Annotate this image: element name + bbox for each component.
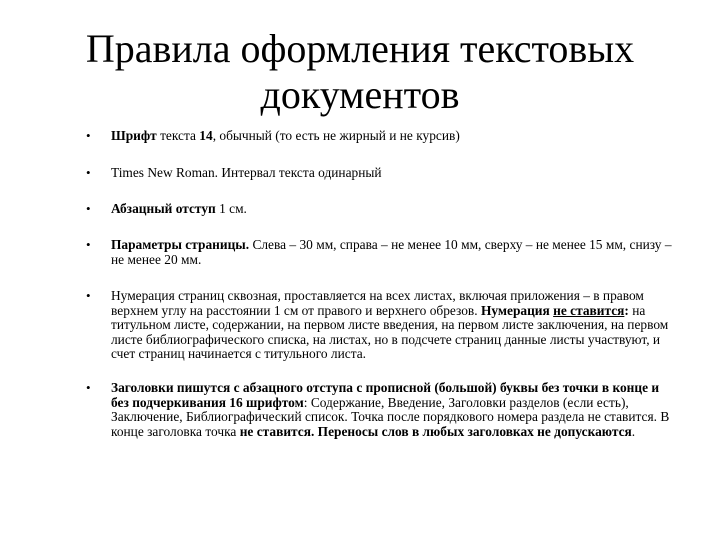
bullet-icon: • [86, 380, 91, 395]
title-line-2: документов [260, 72, 460, 117]
list-item-text [111, 289, 679, 362]
text-run: Слева – 30 мм, справа – не менее 10 мм, сверху – не менее 15 мм, снизу – не менее 20 мм. [111, 237, 672, 267]
bullet-icon: • [86, 165, 91, 180]
list-item-text [111, 202, 679, 217]
text-run: Заголовки пишутся с абзацного отступа с прописной (большой) буквы без точки в конце и без подчеркивания 16 шрифтом [111, 380, 660, 410]
text-run: , обычный (то есть не жирный и не курсив) [212, 128, 460, 143]
text-run: Абзацный отступ [111, 201, 216, 216]
text-run: : Содержание, Введение, Заголовки разделов (если есть), Заключение, Библиографический список. Точка после порядкового номера раздела не ставится. В конце заголовка точка [111, 394, 670, 439]
list-item-text [111, 381, 679, 439]
text-run: 1 см. [215, 201, 247, 216]
bullet-icon: • [86, 237, 91, 252]
text-run: Нумерация [480, 302, 554, 318]
text-run: текста [156, 128, 200, 143]
text-run: : [624, 302, 629, 318]
text-run: не ставится. Переносы слов в любых заголовках не допускаются [239, 423, 632, 439]
text-run: Нумерация страниц сквозная, проставляется на всех листах, включая приложения – в правом верхнем углу на расстоянии 1 см от правого и верхнего обрезов. [111, 288, 644, 318]
text-run: на титульном листе, содержании, на первом листе введения, на первом листе заключения, на первом листе библиографического списка, на листах, но в подсчете страниц данные листы участвуют, и счет страниц начинается с титульного листа. [111, 302, 669, 361]
title-line-1: Правила оформления текстовых [85, 26, 635, 71]
bullet-icon: • [86, 128, 91, 143]
list-item-text [111, 238, 679, 267]
bullet-icon: • [86, 288, 91, 303]
text-run: Параметры страницы. [111, 237, 250, 252]
list-item-text [111, 166, 679, 181]
text-run: Times New Roman. Интервал текста одинарный [111, 165, 382, 180]
text-run: 14 [199, 128, 213, 143]
list-item-text [111, 129, 679, 144]
text-run: . [631, 423, 636, 439]
text-run: Шрифт [111, 128, 157, 143]
slide-title [40, 26, 680, 118]
text-run: не ставится [553, 302, 625, 318]
bullet-icon: • [86, 201, 91, 216]
